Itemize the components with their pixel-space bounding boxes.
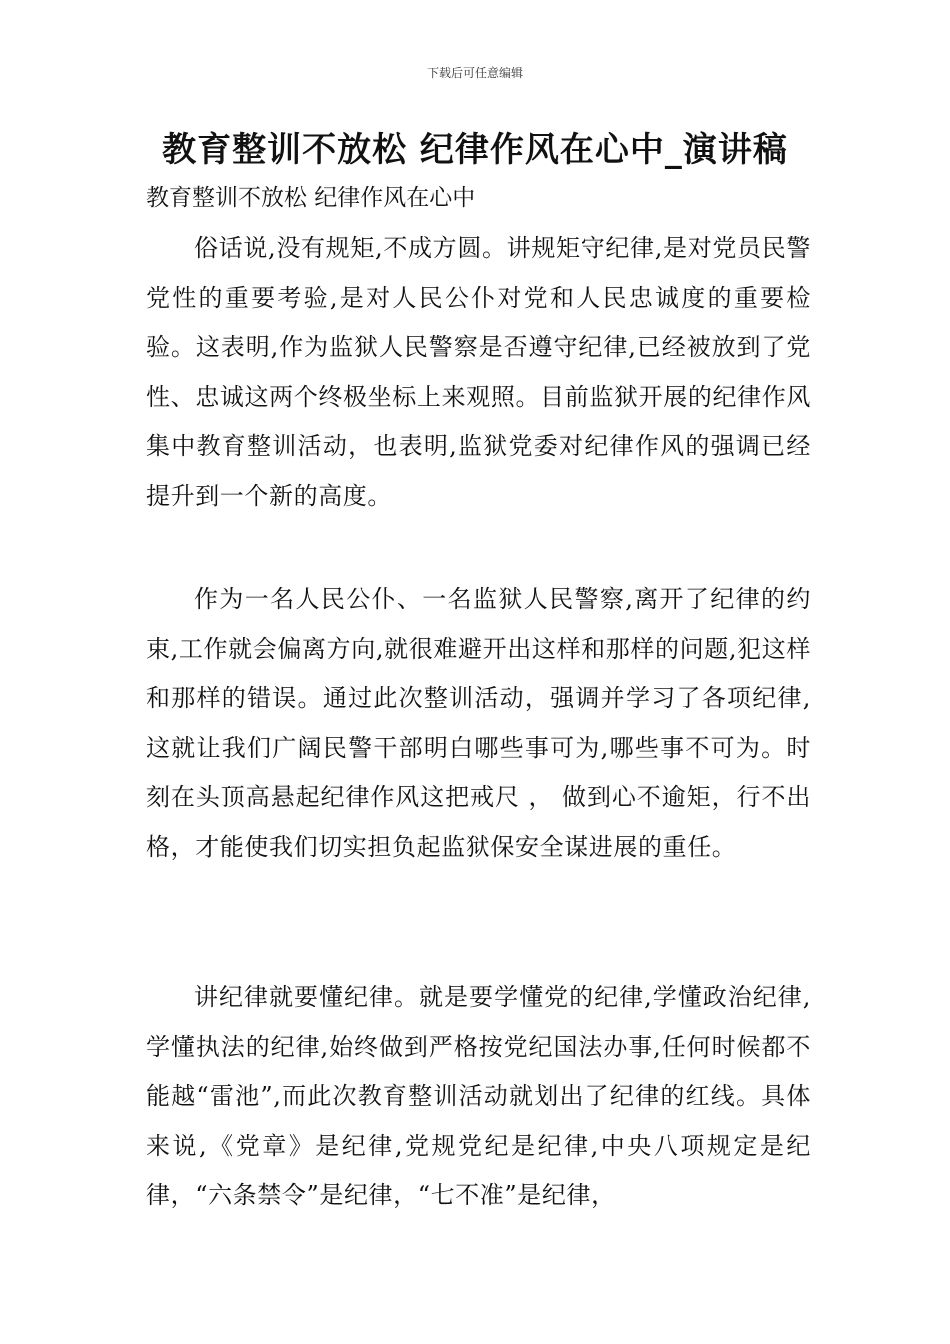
- body-paragraph: 俗话说,没有规矩,不成方圆。讲规矩守纪律,是对党员民警党性的重要考验,是对人民公仆对党和人民忠诚度的重要检验。这表明,作为监狱人民警察是否遵守纪律,已经被放到了党性、忠诚这两个终极坐标上来观照。目前监狱开展的纪律作风集中教育整训活动，也表明,监狱党委对纪律作风的强调已经提升到一个新的高度。: [146, 234, 811, 510]
- header-note: 下载后可任意编辑: [426, 66, 523, 80]
- document-title: 教育整训不放松 纪律作风在心中_演讲稿: [162, 130, 788, 170]
- body-paragraph: 讲纪律就要懂纪律。就是要学懂党的纪律,学懂政治纪律,学懂执法的纪律,始终做到严格按党纪国法办事,任何时候都不能越“雷池”,而此次教育整训活动就划出了纪律的红线。具体来说,《党章》是纪律,党规党纪是纪律,中央八项规定是纪律，“六条禁令”是纪律，“七不准”是纪律，: [146, 983, 811, 1209]
- document-subtitle: 教育整训不放松 纪律作风在心中: [146, 185, 476, 211]
- body-paragraph: 作为一名人民公仆、一名监狱人民警察,离开了纪律的约束,工作就会偏离方向,就很难避开出这样和那样的问题,犯这样和那样的错误。通过此次整训活动，强调并学习了各项纪律,这就让我们广阔民警干部明白哪些事可为,哪些事不可为。时刻在头顶高悬起纪律作风这把戒尺 ， 做到心不逾矩，行不出格，才能使我们切实担负起监狱保安全谋进展的重任。: [146, 585, 811, 861]
